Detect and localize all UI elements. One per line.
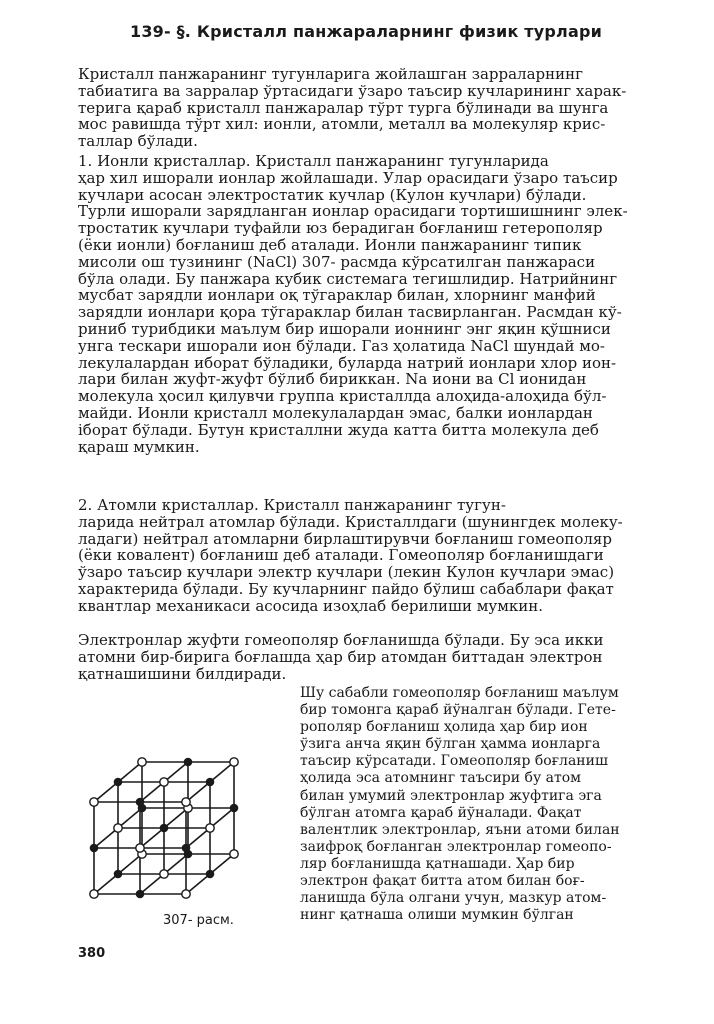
chlorine-ion (114, 870, 121, 877)
sodium-ion (160, 870, 168, 878)
chlorine-ion (230, 804, 237, 811)
nacl-lattice-figure (82, 722, 270, 902)
sodium-ion (138, 758, 146, 766)
sodium-ion (90, 798, 98, 806)
paragraph-atomic-crystals: 2. Атомли кристаллар. Кристалл панжаранинг тугун- ларида нейтрал атомлар бўлади. Кристаллдаги (шунингдек молеку- ладаги) нейтрал атомларни бирлаштирувчи боғланиш гомеополяр (ёки ковалент) боғланиш деб аталади. Гомеополяр боғланишдаги ўзаро таъсир кучлари электр кучлари (лекин Кулон кучлари эмас) характерида бўлади. Бу кучларнинг пайдо бўлиш сабаблари фақат квантлар механикаси асосида изоҳлаб берилиши мумкин. (78, 496, 623, 615)
chlorine-ion (182, 844, 189, 851)
chlorine-ion (136, 798, 143, 805)
sodium-ion (230, 758, 238, 766)
figure-caption: 307- расм. (163, 913, 234, 928)
page-number: 380 (78, 946, 106, 961)
chlorine-ion (160, 824, 167, 831)
section-heading: 139- §. Кристалл панжараларнинг физик турлари (130, 22, 603, 41)
sodium-ion (230, 850, 238, 858)
chlorine-ion (114, 778, 121, 785)
sodium-ion (136, 844, 144, 852)
chlorine-ion (206, 778, 213, 785)
chlorine-ion (184, 758, 191, 765)
paragraph-intro: Кристалл панжаранинг тугунларига жойлашган зарраларнинг табиатига ва зарралар ўртасидаги ўзаро таъсир кучларининг харак- терига қараб кристалл панжаралар тўрт турга бўлинади ва шунга мос равишда тўрт хил: ионли, атомли, металл ва молекуляр крис- таллар бўлади. (78, 65, 627, 151)
sodium-ion (114, 824, 122, 832)
paragraph-homeopolar-bond: Шу сабабли гомеополяр боғланиш маълум бир томонга қараб йўналган бўлади. Гете- рополяр боғланиш ҳолида ҳар бир ион ўзига анча яқин бўлган ҳамма ионларга таъсир кўрсатади. Гомеополяр боғланиш ҳолида эса атомнинг таъсири бу атом билан умумий электронлар жуфтига эга бўлган атомга қараб йўналади. Фақат валентлик электронлар, яъни атоми билан заифроқ боғланган электронлар гомеопо- ляр боғланишда қатнашади. Ҳар бир электрон фақат битта атом билан боғ- ланишда бўла олгани учун, мазкур атом- нинг қатнаша олиши мумкин бўлган (300, 685, 620, 924)
sodium-ion (206, 824, 214, 832)
chlorine-ion (90, 844, 97, 851)
sodium-ion (160, 778, 168, 786)
paragraph-ionic-crystals: 1. Ионли кристаллар. Кристалл панжаранинг тугунларида ҳар хил ишорали ионлар жойлашади. Улар орасидаги ўзаро таъсир кучлари асосан электростатик кучлар (Кулон кучлари) бўлади. Турли ишорали зарядланган ионлар орасидаги тортишишнинг элек- тростатик кучлари туфайли юз берадиган боғланиш гетерополяр (ёки ионли) боғланиш деб аталади. Ионли панжаранинг типик мисоли ош тузининг (NaCl) 307- расмда кўрсатилган панжараси бўла олади. Бу панжара кубик системага тегишлидир. Натрийнинг мусбат зарядли ионлари оқ тўгараклар билан, хлорнинг манфий зарядли ионлари қора тўгараклар билан тасвирланган. Расмдан кў- риниб турибдики маълум бир ишорали ионнинг энг яқин қўшниси унга тескари ишорали ион бўлади. Газ ҳолатида NaCl шундай мо- лекулалардан иборат бўладики, буларда натрий ионлари хлор ион- лари билан жуфт-жуфт бўлиб бириккан. Na иони ва Cl ионидан молекула ҳосил қилувчи группа кристаллда алоҳида-алоҳида бўл- майди. Ионли кристалл молекулалардан эмас, балки ионлардан iборат бўлади. Бутун кристаллни жуда катта битта молекула деб қараш мумкин. (78, 152, 628, 456)
chlorine-ion (136, 890, 143, 897)
sodium-ion (182, 890, 190, 898)
sodium-ion (90, 890, 98, 898)
sodium-ion (182, 798, 190, 806)
paragraph-electron-pair: Электронлар жуфти гомеополяр боғланишда бўлади. Бу эса икки атомни бир-бирига боғлашда ҳар бир атомдан биттадан электрон қатнашишини билдиради. (78, 631, 604, 683)
chlorine-ion (206, 870, 213, 877)
